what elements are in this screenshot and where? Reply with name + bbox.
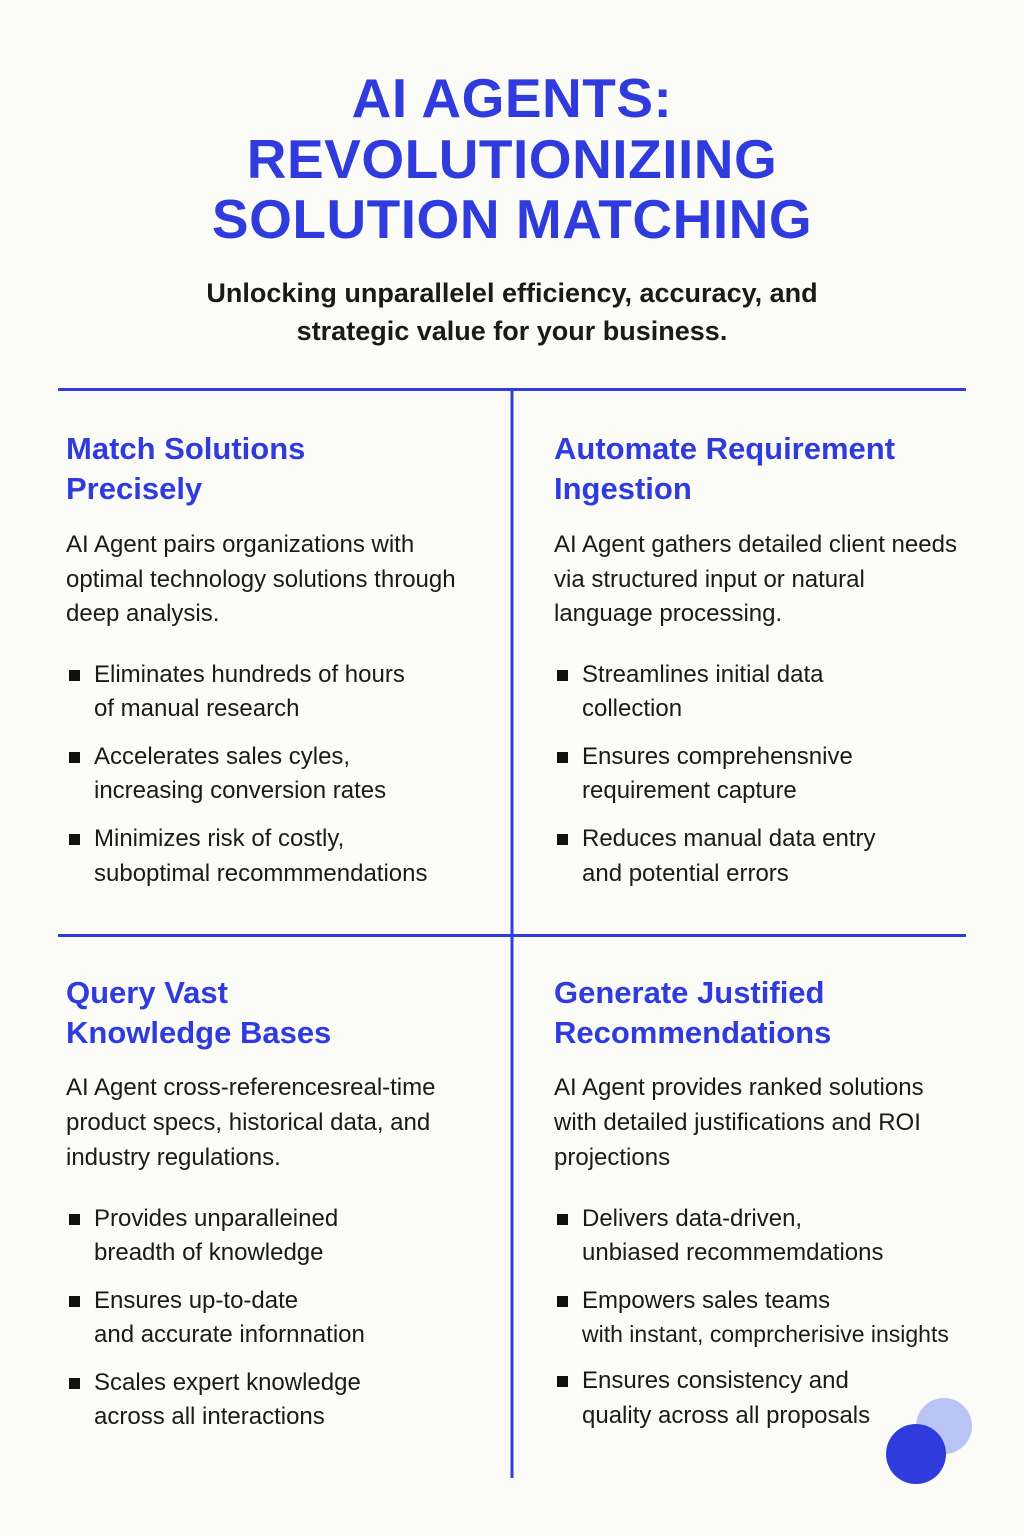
card-title <box>66 973 478 1054</box>
bullet-line-1: Streamlines initial data <box>582 661 824 689</box>
bullet-line-2: and potential errors <box>582 859 789 887</box>
page-title <box>58 0 966 250</box>
page-subtitle-line-2: strategic value for your business. <box>296 315 728 346</box>
bullet-square-icon <box>69 670 80 681</box>
bullet-square-icon <box>557 834 568 845</box>
list-item <box>554 740 966 808</box>
card-query-vast-knowledge-bases <box>58 935 512 1478</box>
bullet-line-2: breadth of knowledge <box>94 1238 324 1266</box>
bullet-square-icon <box>557 1376 568 1387</box>
cards-grid <box>58 391 966 1478</box>
bullet-line-1: Ensures comprehensnive <box>582 743 853 771</box>
bullet-line-1: Provides unparalleined <box>94 1204 339 1232</box>
bullet-line-2: requirement capture <box>582 777 797 805</box>
bullet-text <box>582 740 966 808</box>
card-bullet-list <box>554 658 966 890</box>
bullet-line-2: and accurate infornnation <box>94 1320 365 1348</box>
bullet-line-1: Minimizes risk of costly, <box>94 825 345 853</box>
bullet-text <box>582 658 966 726</box>
card-bullet-list <box>66 1202 478 1434</box>
page-title-line-2: REVOLUTIONIZIING <box>246 127 778 190</box>
card-bullet-list <box>66 658 478 890</box>
card-title <box>554 973 966 1054</box>
bullet-square-icon <box>69 1378 80 1389</box>
bullet-line-2: of manual research <box>94 695 300 723</box>
brand-logo <box>886 1398 972 1484</box>
bullet-line-1: Accelerates sales cyles, <box>94 743 351 771</box>
bullet-line-1: Delivers data-driven, <box>582 1204 803 1232</box>
bullet-square-icon <box>557 670 568 681</box>
grid-horizontal-divider <box>58 934 966 937</box>
list-item <box>66 1202 478 1270</box>
list-item <box>554 1202 966 1270</box>
bullet-square-icon <box>557 752 568 763</box>
bullet-square-icon <box>69 1214 80 1225</box>
bullet-line-1: Eliminates hundreds of hours <box>94 661 405 689</box>
card-match-solutions-precisely <box>58 391 512 934</box>
list-item <box>66 822 478 890</box>
list-item <box>66 740 478 808</box>
list-item <box>554 822 966 890</box>
bullet-line-2: across all interactions <box>94 1402 325 1430</box>
bullet-text <box>582 822 966 890</box>
bullet-line-1: Ensures up-to-date <box>94 1286 299 1314</box>
page-title-line-1: AI AGENTS: <box>351 67 673 129</box>
bullet-line-1: Ensures consistency and <box>582 1367 849 1395</box>
card-title-line-1: Automate Requirement <box>554 431 896 467</box>
card-generate-justified-recommendations <box>512 935 966 1478</box>
bullet-line-1: Reduces manual data entry <box>582 825 876 853</box>
bullet-line-2: increasing conversion rates <box>94 777 387 805</box>
list-item <box>554 658 966 726</box>
card-title-line-2: Precisely <box>66 471 203 507</box>
bullet-text <box>582 1284 966 1351</box>
card-description: AI Agent pairs organizations with optimal technology solutions through deep analysis. <box>66 530 456 628</box>
card-description: AI Agent provides ranked solutions with detailed justifications and ROI projections <box>554 1074 924 1171</box>
list-item <box>66 1366 478 1434</box>
list-item <box>66 1284 478 1352</box>
bullet-text <box>94 1284 478 1352</box>
list-item <box>554 1284 966 1351</box>
bullet-text <box>94 1366 478 1434</box>
page-title-line-3: SOLUTION MATCHING <box>211 188 813 250</box>
bullet-line-1: Empowers sales teams <box>582 1286 831 1314</box>
card-title-line-1: Query Vast <box>66 974 228 1010</box>
card-description: AI Agent cross-referencesreal-time product specs, historical data, and industry regulations. <box>66 1074 436 1171</box>
card-automate-requirement-ingestion <box>512 391 966 934</box>
bullet-text <box>94 1202 478 1270</box>
card-title-line-1: Generate Justified <box>554 974 825 1010</box>
bullet-line-2: suboptimal recommmendations <box>94 859 428 887</box>
bullet-line-2: collection <box>582 695 683 723</box>
bullet-square-icon <box>557 1296 568 1307</box>
bullet-text <box>94 740 478 808</box>
card-title <box>66 429 478 510</box>
page-subtitle <box>142 274 882 351</box>
bullet-square-icon <box>69 1296 80 1307</box>
card-title <box>554 429 966 510</box>
bullet-line-2: unbiased recommemdations <box>582 1238 884 1266</box>
bullet-text <box>582 1202 966 1270</box>
bullet-line-1: Scales expert knowledge <box>94 1368 361 1396</box>
card-description: AI Agent gathers detailed client needs via structured input or natural language processing. <box>554 530 957 628</box>
page-subtitle-line-1: Unlocking unparallelel efficiency, accuracy, and <box>206 277 818 308</box>
list-item <box>66 658 478 726</box>
logo-dark-circle-icon <box>886 1424 946 1484</box>
bullet-line-2: with instant, comprcherisive insights <box>582 1320 949 1347</box>
card-title-line-1: Match Solutions <box>66 431 306 467</box>
bullet-square-icon <box>557 1214 568 1225</box>
card-title-line-2: Ingestion <box>554 471 692 507</box>
card-title-line-2: Knowledge Bases <box>66 1014 332 1050</box>
bullet-line-2: quality across all proposals <box>582 1401 871 1429</box>
bullet-text <box>94 822 478 890</box>
bullet-square-icon <box>69 834 80 845</box>
card-title-line-2: Recommendations <box>554 1014 832 1050</box>
bullet-text <box>94 658 478 726</box>
bullet-square-icon <box>69 752 80 763</box>
